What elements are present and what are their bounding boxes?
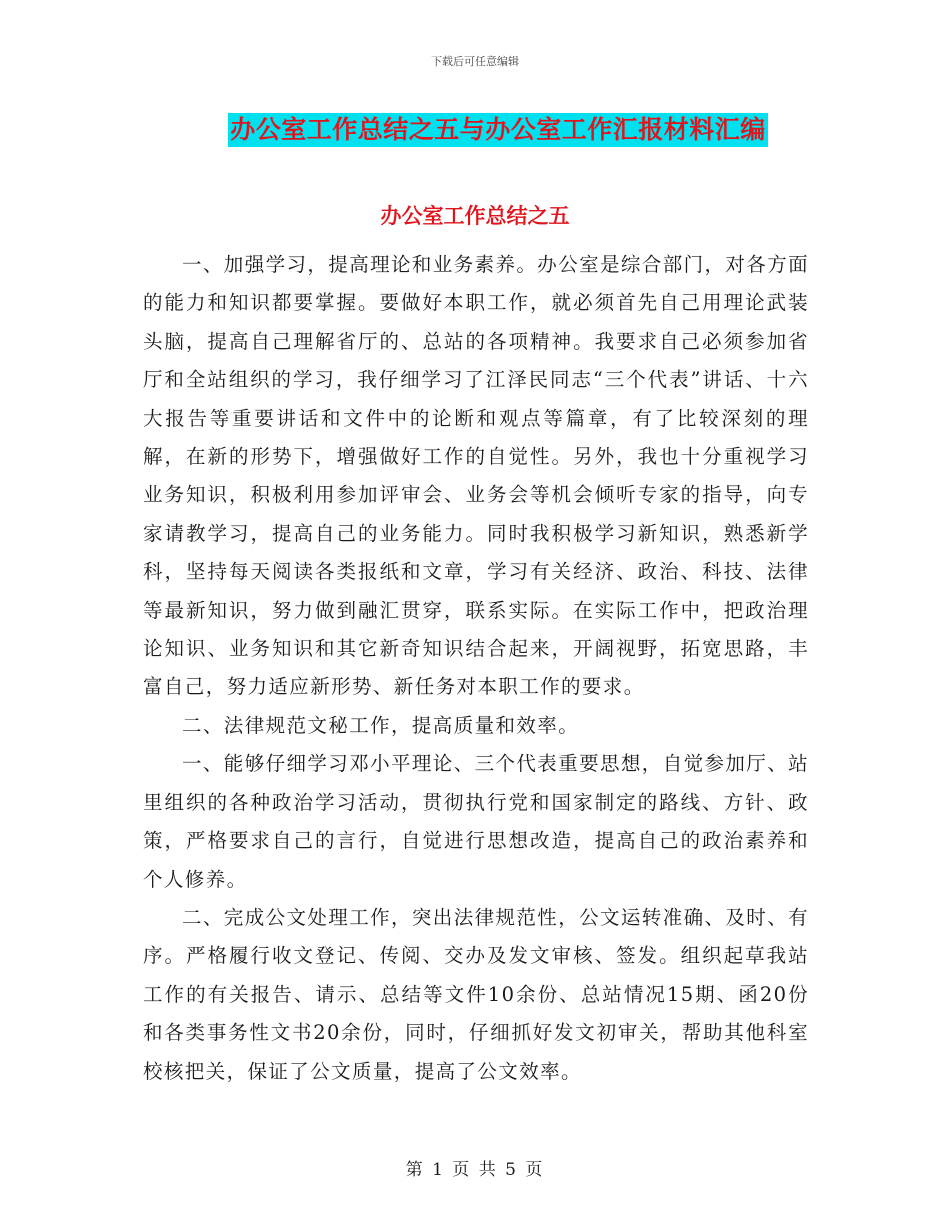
section-title: 办公室工作总结之五 [380, 204, 570, 228]
page-number: 第 1 页 共 5 页 [405, 1160, 545, 1180]
body-paragraph: 二、法律规范文秘工作，提高质量和效率。 [182, 713, 580, 737]
body-paragraph: 一、能够仔细学习邓小平理论、三个代表重要思想，自觉参加厅、站里组织的各种政治学习活动，贯彻执行党和国家制定的路线、方针、政策，严格要求自己的言行，自觉进行思想改造，提高自己的政治素养和个人修养。 [143, 752, 810, 891]
body-paragraph: 二、完成公文处理工作，突出法律规范性，公文运转准确、及时、有序。严格履行收文登记、传阅、交办及发文审核、签发。组织起草我站工作的有关报告、请示、总结等文件10余份、总站情况15期、函20份和各类事务性文书20余份，同时，仔细抓好发文初审关，帮助其他科室校核把关，保证了公文质量，提高了公文效率。 [143, 905, 810, 1083]
body-paragraph: 一、加强学习，提高理论和业务素养。办公室是综合部门，对各方面的能力和知识都要掌握。要做好本职工作，就必须首先自己用理论武装头脑，提高自己理解省厅的、总站的各项精神。我要求自己必须参加省厅和全站组织的学习，我仔细学习了江泽民同志“三个代表”讲话、十六大报告等重要讲话和文件中的论断和观点等篇章，有了比较深刻的理解，在新的形势下，增强做好工作的自觉性。另外，我也十分重视学习业务知识，积极利用参加评审会、业务会等机会倾听专家的指导，向专家请教学习，提高自己的业务能力。同时我积极学习新知识，熟悉新学科，坚持每天阅读各类报纸和文章，学习有关经济、政治、科技、法律等最新知识，努力做到融汇贯穿，联系实际。在实际工作中，把政治理论知识、业务知识和其它新奇知识结合起来，开阔视野，拓宽思路，丰富自己，努力适应新形势、新任务对本职工作的要求。 [143, 253, 810, 699]
page-header-note: 下载后可任意编辑 [431, 55, 519, 68]
document-body [143, 246, 809, 1091]
document-title-container [0, 113, 950, 147]
document-title: 办公室工作总结之五与办公室工作汇报材料汇编 [228, 113, 768, 147]
